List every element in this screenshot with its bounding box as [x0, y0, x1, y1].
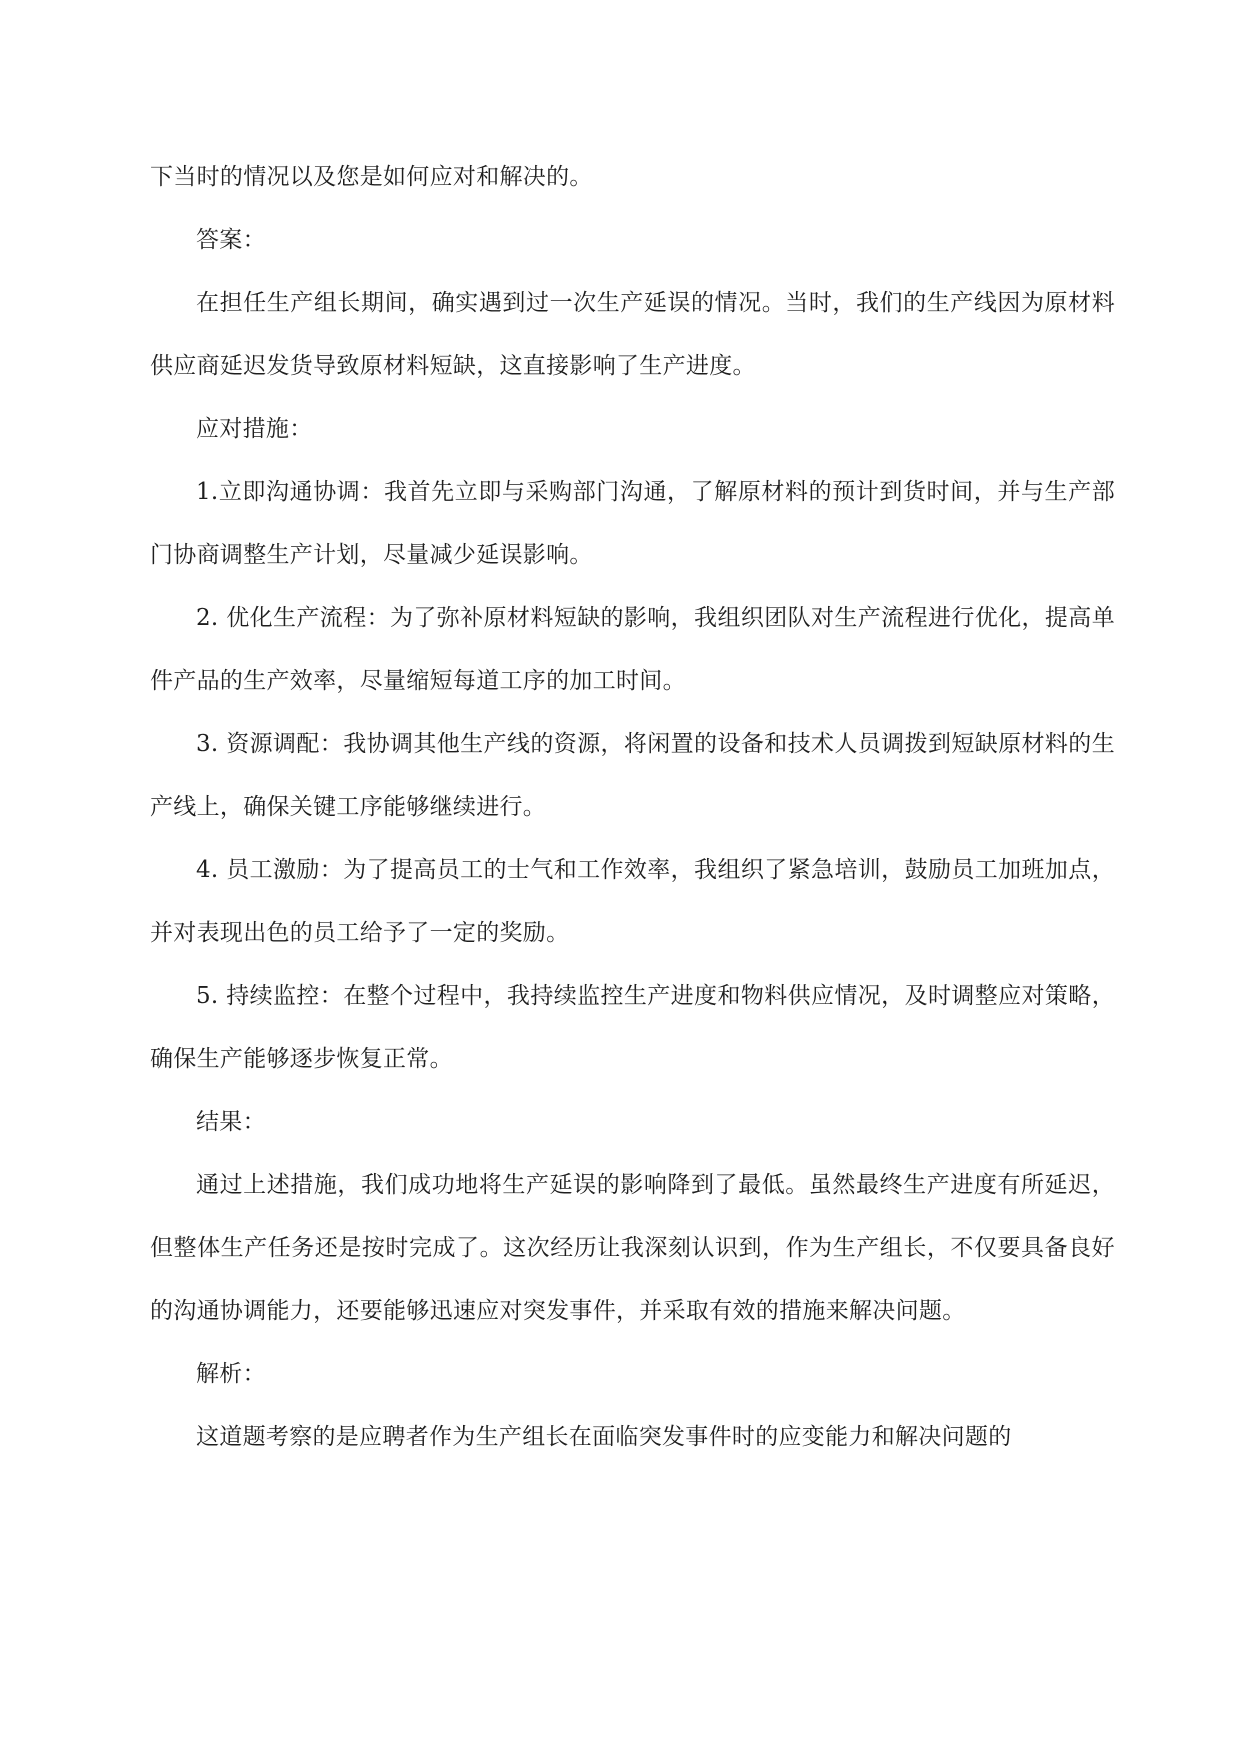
document-body [150, 146, 1115, 1469]
result-heading: 结果： [196, 1109, 266, 1135]
analysis-heading: 解析： [196, 1361, 266, 1387]
answer-heading: 答案： [196, 227, 266, 253]
measure-item-5: 5. 持续监控：在整个过程中，我持续监控生产进度和物料供应情况，及时调整应对策略，确保生产能够逐步恢复正常。 [150, 983, 1115, 1072]
measure-item-1: 1.立即沟通协调：我首先立即与采购部门沟通，了解原材料的预计到货时间，并与生产部门协商调整生产计划，尽量减少延误影响。 [150, 479, 1115, 568]
measures-heading: 应对措施： [196, 416, 313, 442]
paragraph-result: 通过上述措施，我们成功地将生产延误的影响降到了最低。虽然最终生产进度有所延迟，但整体生产任务还是按时完成了。这次经历让我深刻认识到，作为生产组长，不仅要具备良好的沟通协调能力，还要能够迅速应对突发事件，并采取有效的措施来解决问题。 [150, 1172, 1115, 1324]
paragraph-analysis: 这道题考察的是应聘者作为生产组长在面临突发事件时的应变能力和解决问题的 [196, 1424, 1012, 1450]
paragraph-continuation: 下当时的情况以及您是如何应对和解决的。 [150, 164, 593, 190]
measure-item-3: 3. 资源调配：我协调其他生产线的资源，将闲置的设备和技术人员调拨到短缺原材料的生产线上，确保关键工序能够继续进行。 [150, 731, 1115, 820]
measure-item-4: 4. 员工激励：为了提高员工的士气和工作效率，我组织了紧急培训，鼓励员工加班加点，并对表现出色的员工给予了一定的奖励。 [150, 857, 1115, 946]
paragraph-situation: 在担任生产组长期间，确实遇到过一次生产延误的情况。当时，我们的生产线因为原材料供应商延迟发货导致原材料短缺，这直接影响了生产进度。 [150, 290, 1115, 379]
measure-item-2: 2. 优化生产流程：为了弥补原材料短缺的影响，我组织团队对生产流程进行优化，提高单件产品的生产效率，尽量缩短每道工序的加工时间。 [150, 605, 1115, 694]
